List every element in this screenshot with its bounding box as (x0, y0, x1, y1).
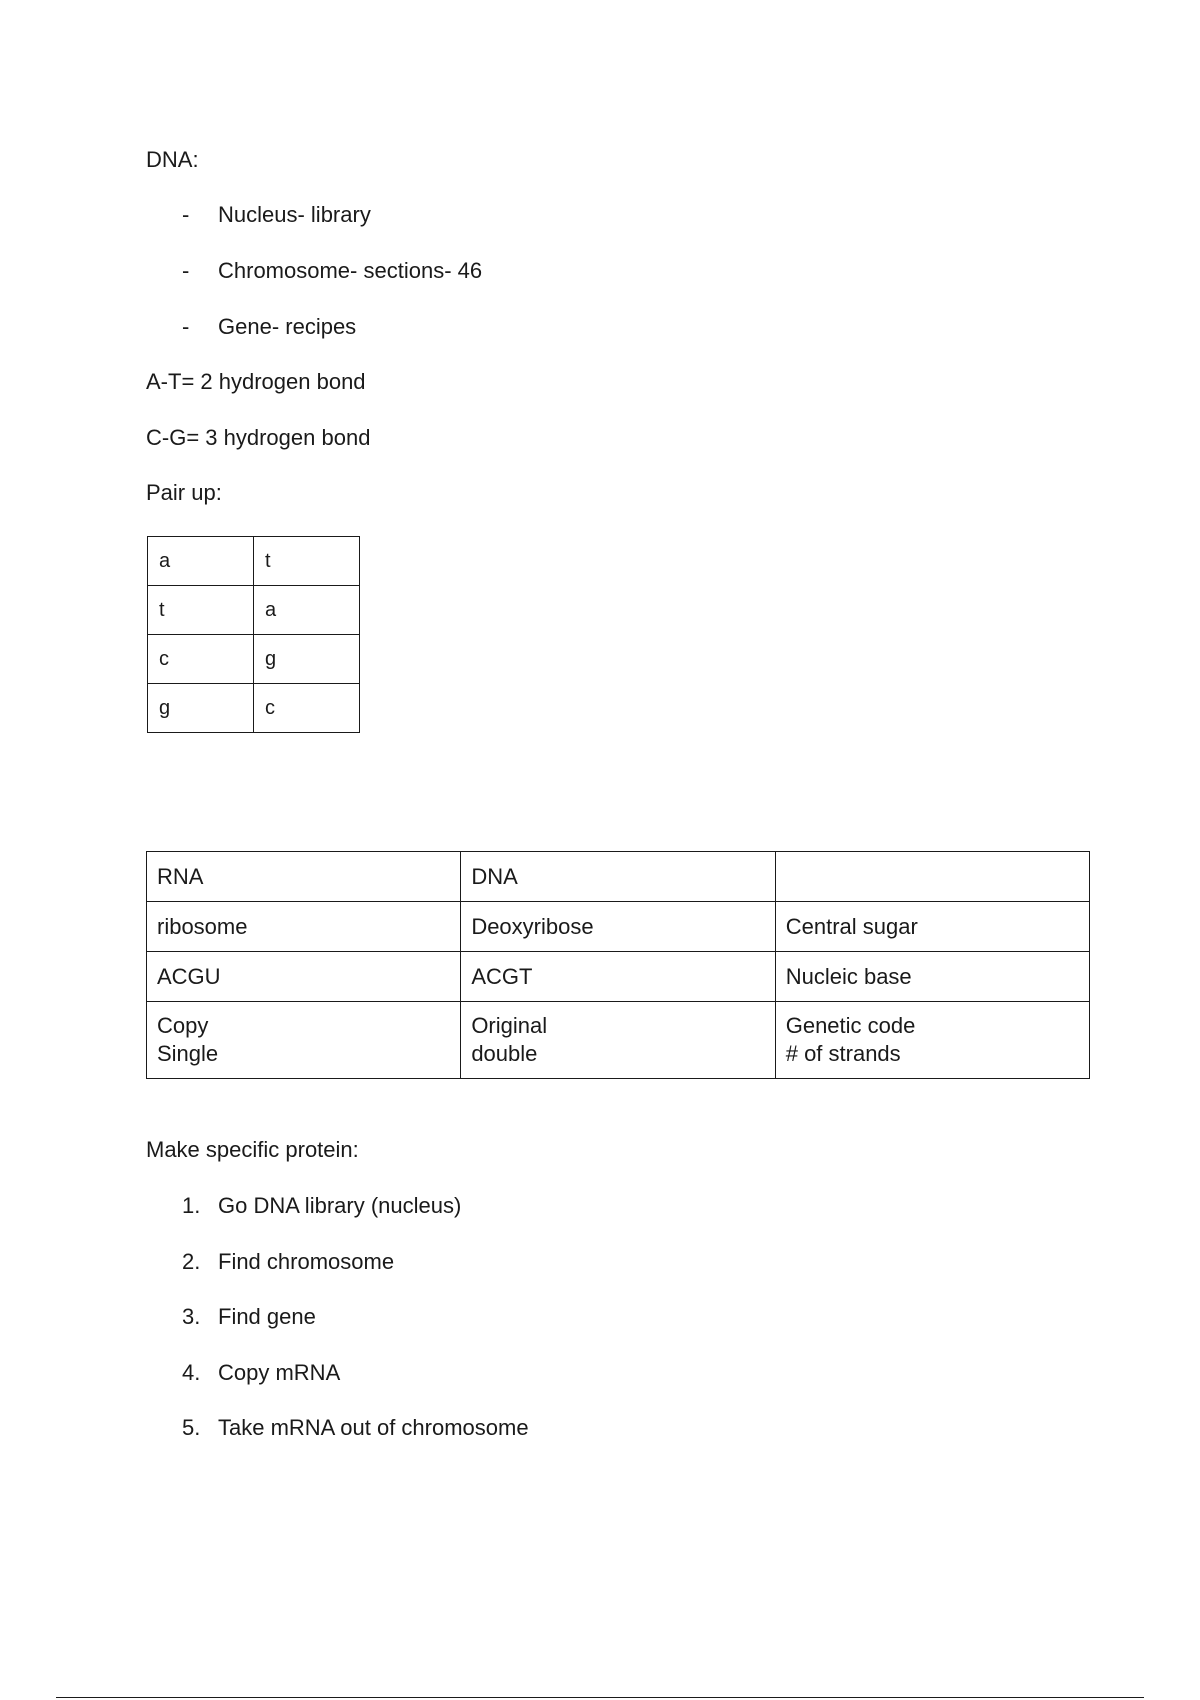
at-bond-line: A-T= 2 hydrogen bond (146, 369, 366, 394)
dash-marker: - (182, 202, 190, 227)
table-header-row (147, 852, 1090, 902)
dna-bullet-text: Gene- recipes (218, 314, 357, 339)
table-row (147, 902, 1090, 952)
cell-line: Original (471, 1013, 548, 1038)
table-cell: ACGU (147, 952, 461, 1002)
table-row (147, 1002, 1090, 1079)
step-number: 1. (182, 1193, 201, 1218)
table-cell: g (148, 684, 254, 733)
table-cell: Deoxyribose (461, 902, 775, 952)
table-cell: Central sugar (775, 902, 1089, 952)
table-row (148, 537, 360, 586)
step-text: Copy mRNA (218, 1360, 341, 1385)
rna-dna-comparison-table (146, 851, 1090, 1079)
table-cell: t (254, 537, 360, 586)
step-number: 3. (182, 1304, 201, 1329)
step-text: Find gene (218, 1304, 316, 1329)
table-cell: a (254, 586, 360, 635)
step-number: 4. (182, 1360, 201, 1385)
dna-bullet-text: Nucleus- library (218, 202, 371, 227)
dash-marker: - (182, 258, 190, 283)
base-pair-table (147, 536, 360, 733)
step-number: 5. (182, 1415, 201, 1440)
table-row (148, 684, 360, 733)
table-cell: Nucleic base (775, 952, 1089, 1002)
table-cell (775, 852, 1089, 902)
cell-line: Copy (157, 1013, 209, 1038)
cell-line: double (471, 1041, 538, 1066)
table-cell (461, 1002, 775, 1079)
table-row (148, 635, 360, 684)
table-cell (775, 1002, 1089, 1079)
table-cell: t (148, 586, 254, 635)
cg-bond-line: C-G= 3 hydrogen bond (146, 425, 371, 450)
table-cell: c (148, 635, 254, 684)
table-cell (147, 1002, 461, 1079)
table-cell: a (148, 537, 254, 586)
dna-heading: DNA: (146, 147, 199, 172)
step-text: Take mRNA out of chromosome (218, 1415, 529, 1440)
dash-marker: - (182, 314, 190, 339)
cell-line: # of strands (785, 1041, 901, 1066)
table-cell: ribosome (147, 902, 461, 952)
table-cell: ACGT (461, 952, 775, 1002)
table-row (147, 952, 1090, 1002)
dna-bullet-text: Chromosome- sections- 46 (218, 258, 483, 283)
table-cell: g (254, 635, 360, 684)
table-row (148, 586, 360, 635)
table-cell: RNA (147, 852, 461, 902)
step-text: Go DNA library (nucleus) (218, 1193, 462, 1218)
step-text: Find chromosome (218, 1249, 395, 1274)
cell-line: Genetic code (785, 1013, 916, 1038)
table-cell: c (254, 684, 360, 733)
table-cell: DNA (461, 852, 775, 902)
pair-heading: Pair up: (146, 480, 222, 505)
step-number: 2. (182, 1249, 201, 1274)
protein-heading: Make specific protein: (146, 1137, 359, 1162)
cell-line: Single (157, 1041, 219, 1066)
page-bottom-divider (56, 1697, 1144, 1698)
